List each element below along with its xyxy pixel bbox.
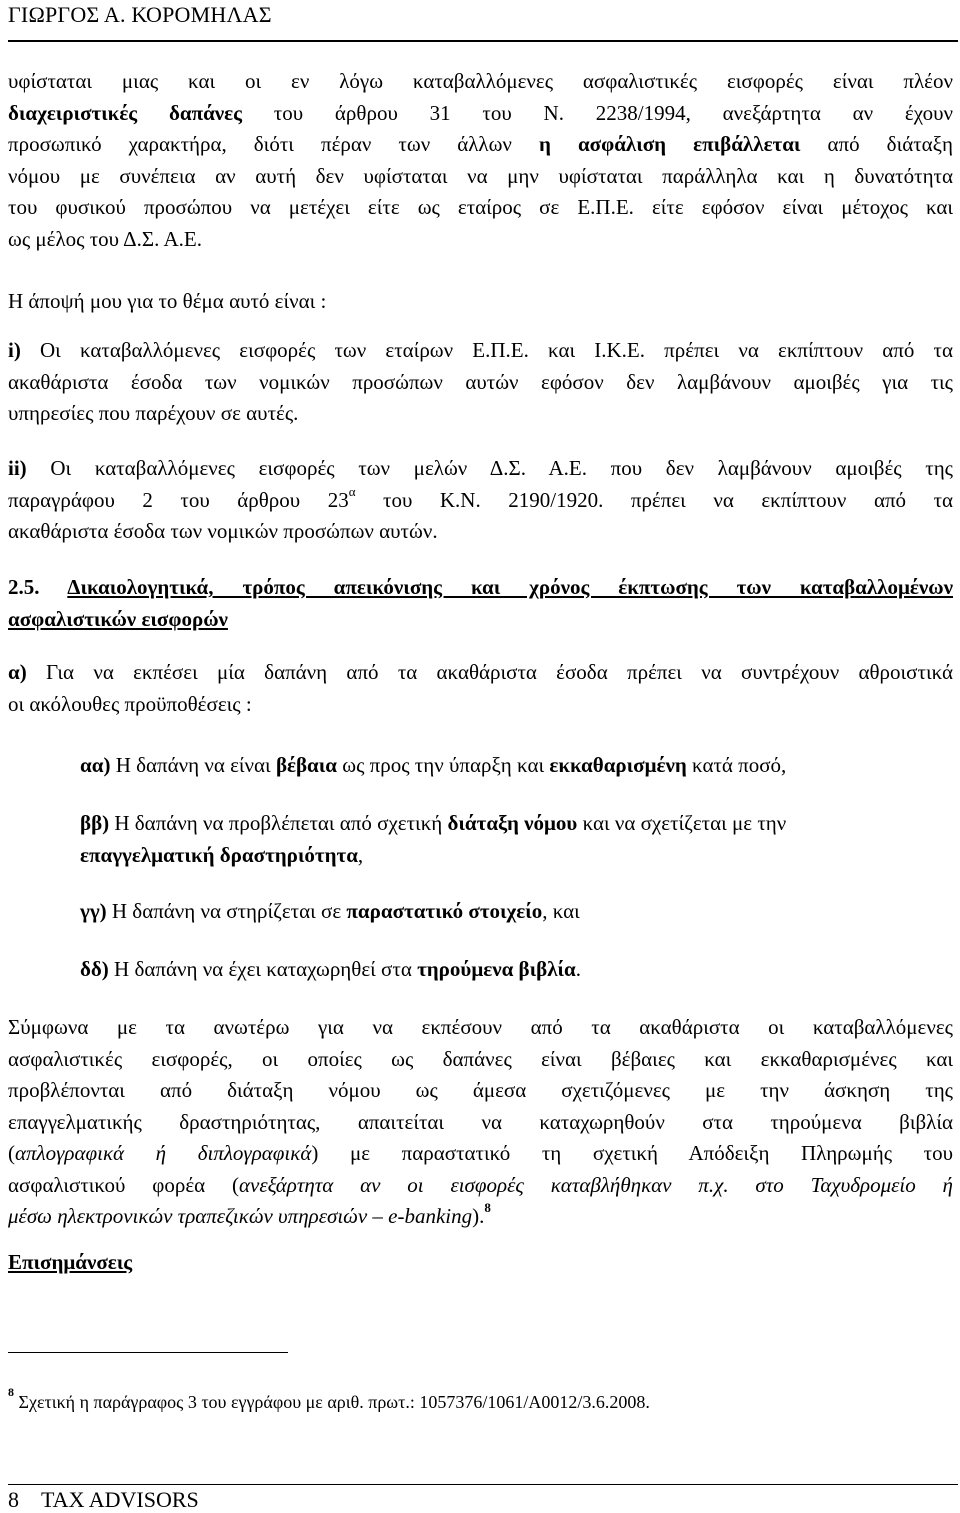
text-span: . bbox=[575, 957, 581, 981]
text-span: ( bbox=[8, 1141, 15, 1165]
list-marker: α) bbox=[8, 660, 27, 684]
text-line: επαγγελματικής δραστηριότητας, απαιτείται να καταχωρηθούν στα τηρούμενα βιβλία bbox=[8, 1109, 953, 1134]
text-span: , bbox=[357, 842, 364, 867]
text-line bbox=[8, 1170, 953, 1202]
text-span: προσωπικό χαρακτήρα, διότι πέραν των άλλων bbox=[8, 132, 539, 156]
text-span: κατά ποσό, bbox=[686, 753, 787, 777]
text-line: προβλέπονται από διάταξη νόμου ως άμεσα σχετιζόμενες με την άσκηση της bbox=[8, 1078, 953, 1102]
point-ii bbox=[8, 453, 953, 548]
text-span: του άρθρου 31 του Ν. 2238/1994, ανεξάρτητα αν έχουν bbox=[242, 100, 953, 125]
text-line bbox=[8, 335, 953, 367]
bold-phrase: παραστατικό στοιχείο bbox=[346, 899, 543, 923]
text-line bbox=[80, 840, 953, 872]
footnote-reference[interactable]: 8 bbox=[484, 1200, 491, 1215]
text-line bbox=[8, 453, 953, 485]
section-number: 2.5. bbox=[8, 575, 68, 599]
text-span: του Κ.Ν. 2190/1920. πρέπει να εκπίπτουν από τα bbox=[355, 487, 954, 512]
list-marker: γγ) bbox=[80, 899, 107, 923]
text-line bbox=[8, 1138, 953, 1170]
text-span: ). bbox=[472, 1204, 485, 1228]
section-title: ασφαλιστικών εισφορών bbox=[8, 606, 228, 631]
paragraph-insurance-expenses bbox=[8, 66, 953, 255]
text-line bbox=[80, 750, 953, 782]
bold-phrase: η ασφάλιση επιβάλλεται bbox=[538, 132, 801, 156]
text-line bbox=[80, 954, 953, 986]
bold-phrase: επαγγελματική δραστηριότητα bbox=[80, 842, 358, 867]
text-span: Για να εκπέσει μία δαπάνη από τα ακαθάριστα έσοδα πρέπει να συντρέχουν αθροιστικά bbox=[26, 660, 953, 684]
remarks-heading bbox=[8, 1247, 953, 1279]
text-line bbox=[8, 129, 953, 161]
section-heading bbox=[8, 572, 953, 635]
text-span: Η δαπάνη να είναι bbox=[110, 753, 276, 777]
italic-phrase: ανεξάρτητα αν οι εισφορές καταβλήθηκαν π.χ. στο Ταχυδρομείο ή bbox=[239, 1172, 953, 1197]
page-footer bbox=[8, 1487, 199, 1513]
condition-bb bbox=[80, 808, 953, 871]
footer-rule bbox=[8, 1484, 958, 1485]
list-marker: i) bbox=[8, 338, 21, 362]
text-span: Οι καταβαλλόμενες εισφορές των μελών Δ.Σ. Α.Ε. που δεν λαμβάνουν αμοιβές της bbox=[26, 456, 953, 480]
text-line: ακαθάριστα έσοδα των νομικών προσώπων αυτών. bbox=[8, 519, 438, 543]
paragraph-summary bbox=[8, 1012, 953, 1233]
footnote-marker: 8 bbox=[8, 1385, 14, 1399]
heading-line bbox=[8, 604, 953, 636]
list-marker: ββ) bbox=[80, 811, 110, 835]
text-line bbox=[8, 657, 953, 689]
heading-line bbox=[8, 572, 953, 604]
bold-phrase: διάταξη νόμου bbox=[447, 811, 578, 835]
page-header bbox=[8, 0, 958, 42]
text-line bbox=[80, 808, 953, 840]
text-span: ) με παραστατικό τη σχετική Απόδειξη Πληρωμής του bbox=[311, 1141, 953, 1165]
footer-brand: TAX ADVISORS bbox=[41, 1487, 199, 1512]
superscript: α bbox=[348, 483, 356, 499]
condition-dd bbox=[80, 954, 953, 986]
italic-phrase: μέσω ηλεκτρονικών τραπεζικών υπηρεσιών – e-banking bbox=[8, 1204, 473, 1228]
text-span: Η δαπάνη να έχει καταχωρηθεί στα bbox=[108, 957, 418, 981]
text-span: Οι καταβαλλόμενες εισφορές των εταίρων Ε.Π.Ε. και Ι.Κ.Ε. πρέπει να εκπίπτουν από τα bbox=[20, 338, 953, 362]
list-marker: αα) bbox=[80, 753, 111, 777]
text-line bbox=[8, 98, 953, 130]
bold-phrase: τηρούμενα βιβλία bbox=[417, 957, 576, 981]
opinion-line bbox=[8, 286, 953, 318]
remarks-title: Επισημάνσεις bbox=[8, 1250, 133, 1274]
text-line: ασφαλιστικές εισφορές, οι οποίες ως δαπάνες είναι βέβαιες και εκκαθαρισμένες και bbox=[8, 1046, 953, 1071]
list-marker: ii) bbox=[8, 456, 27, 480]
text-span: Η δαπάνη να προβλέπεται από σχετική bbox=[109, 811, 448, 835]
text-span: ασφαλιστικού φορέα ( bbox=[8, 1172, 239, 1197]
text-span: ως προς την ύπαρξη και bbox=[337, 753, 550, 777]
text-span: και να σχετίζεται με την bbox=[577, 811, 787, 835]
bold-phrase: εκκαθαρισμένη bbox=[549, 753, 687, 777]
text-line: υφίσταται μιας και οι εν λόγω καταβαλλόμενες ασφαλιστικές εισφορές είναι πλέον bbox=[8, 69, 953, 93]
paragraph-alpha bbox=[8, 657, 953, 720]
text-span: παραγράφου 2 του άρθρου 23 bbox=[8, 487, 349, 512]
text-line: του φυσικού προσώπου να μετέχει είτε ως εταίρος σε Ε.Π.Ε. είτε εφόσον είναι μέτοχος και bbox=[8, 195, 953, 219]
condition-gg bbox=[80, 896, 953, 928]
text-line bbox=[8, 485, 953, 517]
text-line: ακαθάριστα έσοδα των νομικών προσώπων αυτών εφόσον δεν λαμβάνουν αμοιβές για τις bbox=[8, 369, 953, 394]
list-marker: δδ) bbox=[80, 957, 109, 981]
bold-phrase: διαχειριστικές δαπάνες bbox=[8, 100, 243, 125]
author-name: ΓΙΩΡΓΟΣ Α. ΚΟΡΟΜΗΛΑΣ bbox=[8, 2, 272, 27]
point-i bbox=[8, 335, 953, 430]
text-span: Η δαπάνη να στηρίζεται σε bbox=[106, 899, 347, 923]
text-line: Σύμφωνα με τα ανωτέρω για να εκπέσουν από τα ακαθάριστα οι καταβαλλόμενες bbox=[8, 1015, 953, 1039]
footnote-separator bbox=[8, 1352, 288, 1353]
text-line bbox=[80, 896, 953, 928]
text-line: οι ακόλουθες προϋποθέσεις : bbox=[8, 691, 252, 716]
bold-phrase: βέβαια bbox=[275, 753, 338, 777]
heading-line bbox=[8, 1247, 953, 1279]
text-line: ως μέλος του Δ.Σ. Α.Ε. bbox=[8, 226, 202, 251]
condition-aa bbox=[80, 750, 953, 782]
italic-phrase: απλογραφικά ή διπλογραφικά bbox=[15, 1141, 312, 1165]
footnote-text: Σχετική η παράγραφος 3 του εγγράφου με αριθ. πρωτ.: 1057376/1061/Α0012/3.6.2008. bbox=[14, 1392, 650, 1412]
text-span: από διάταξη bbox=[800, 132, 953, 156]
footnote bbox=[8, 1385, 650, 1413]
text-line: Η άποψή μου για το θέμα αυτό είναι : bbox=[8, 289, 327, 313]
text-span: , και bbox=[542, 899, 580, 923]
page-number: 8 bbox=[8, 1487, 19, 1512]
section-title: Δικαιολογητικά, τρόπος απεικόνισης και χρόνος έκπτωσης των καταβαλλομένων bbox=[67, 575, 954, 599]
text-line bbox=[8, 1201, 953, 1233]
text-line: υπηρεσίες που παρέχουν σε αυτές. bbox=[8, 401, 299, 425]
text-line: νόμου με συνέπεια αν αυτή δεν υφίσταται να μην υφίσταται παράλληλα και η δυνατότητα bbox=[8, 163, 953, 188]
